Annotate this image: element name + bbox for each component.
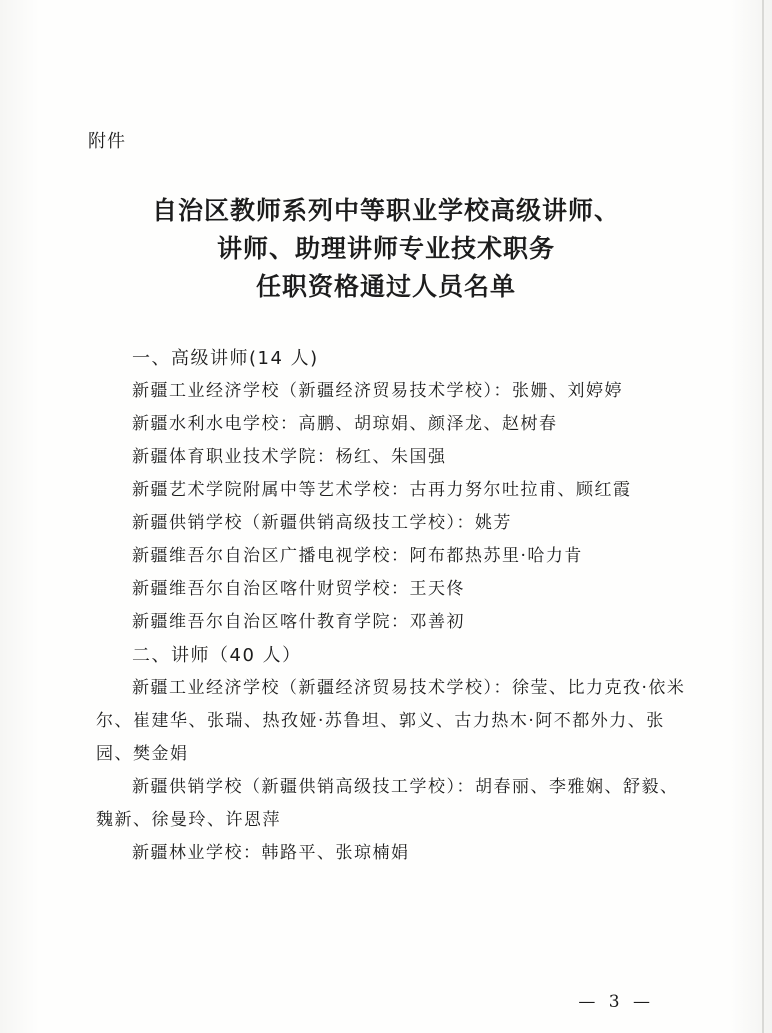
page-edge-shadow [762, 0, 764, 1033]
document-title [60, 192, 712, 306]
list-item: 新疆维吾尔自治区喀什财贸学校：王天佟 [132, 579, 465, 599]
list-paragraph: 新疆工业经济学校（新疆经济贸易技术学校）：徐莹、比力克孜·依米尔、崔建华、张瑞、热孜娅·苏鲁坦、郭义、古力热木·阿不都外力、张园、樊金娟 [96, 678, 686, 764]
attachment-label: 附件 [88, 131, 126, 152]
list-item: 新疆艺术学院附属中等艺术学校：古再力努尔吐拉甫、顾红霞 [132, 480, 632, 500]
list-paragraph: 新疆林业学校：韩路平、张琼楠娟 [132, 843, 410, 863]
list-item: 新疆体育职业技术学院：杨红、朱国强 [132, 447, 447, 467]
list-paragraph: 新疆供销学校（新疆供销高级技工学校）：胡春丽、李雅娴、舒毅、魏新、徐曼玲、许恩萍 [96, 777, 679, 830]
list-item: 新疆工业经济学校（新疆经济贸易技术学校）：张姗、刘婷婷 [132, 381, 623, 401]
title-line: 任职资格通过人员名单 [255, 272, 516, 301]
title-line: 自治区教师系列中等职业学校高级讲师、 [151, 196, 620, 225]
list-item: 新疆维吾尔自治区广播电视学校：阿布都热苏里·哈力肯 [132, 546, 583, 566]
list-item: 新疆水利水电学校：高鹏、胡琼娟、颜泽龙、赵树春 [132, 414, 558, 434]
page-number: — 3 — [578, 992, 654, 1012]
section-heading-lecturer: 二、讲师（40 人） [132, 645, 302, 666]
list-item: 新疆供销学校（新疆供销高级技工学校）：姚芳 [132, 513, 512, 533]
list-item: 新疆维吾尔自治区喀什教育学院：邓善初 [132, 612, 465, 632]
document-body [96, 342, 686, 870]
section-heading-senior-lecturer: 一、高级讲师(14 人) [132, 348, 319, 369]
title-line: 讲师、助理讲师专业技术职务 [216, 234, 555, 263]
